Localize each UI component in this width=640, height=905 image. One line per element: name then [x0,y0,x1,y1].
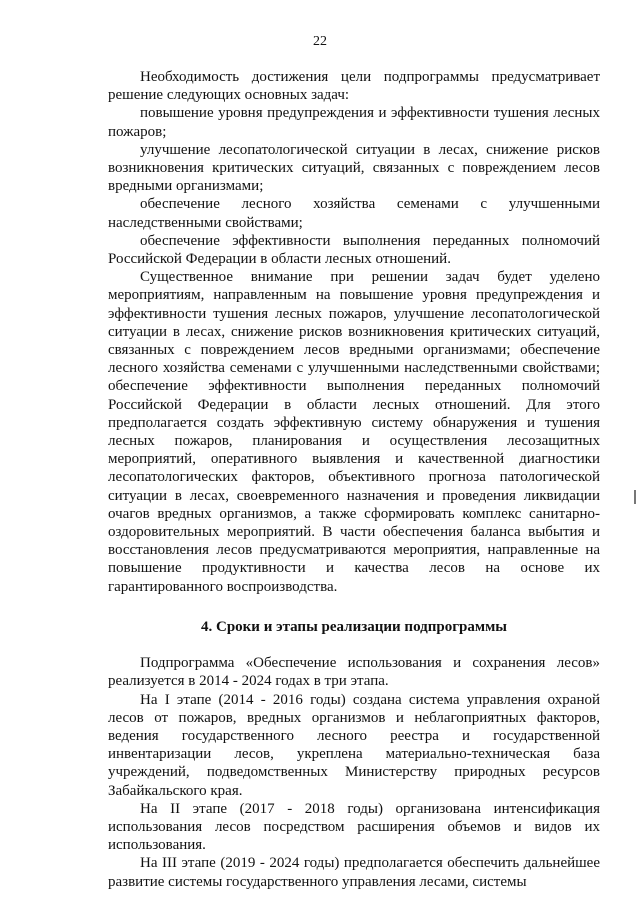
document-body [108,68,600,891]
paragraph-stage-1: На I этапе (2014 - 2016 годы) создана система управления охраной лесов от пожаров, вредных организмов и неблагоприятных факторов, ведения государственного лесного реестра и государственной инвентаризации лесов, укреплена материально-техническая база учреждений, подведомственных Министерству природных ресурсов Забайкальского края. [108,691,600,799]
page-number: 22 [313,34,327,49]
paragraph-goal-intro: Необходимость достижения цели подпрограммы предусматривает решение следующих основных задач: [108,69,600,104]
paragraph-stage-3: На III этапе (2019 - 2024 годы) предполагается обеспечить дальнейшее развитие системы государственного управления лесами, системы [108,855,600,890]
paragraph-task-seeds: обеспечение лесного хозяйства семенами с улучшенными наследственными свойствами; [108,196,600,231]
section-heading: 4. Сроки и этапы реализации подпрограммы [200,618,508,635]
paragraph-task-pathology: улучшение лесопатологической ситуации в лесах, снижение рисков возникновения критических ситуаций, связанных с повреждением лесов вредными организмами; [108,141,600,195]
paragraph-attention: Существенное внимание при решении задач будет уделено мероприятиям, направленным на повышение уровня предупреждения и эффективности тушения лесных пожаров, улучшение лесопатологической ситуации в лесах, снижение рисков возникновения критических ситуаций, связанных с повреждением лесов вредными организмами; обеспечение лесного хозяйства семенами с улучшенными наследственными свойствами; обеспечение эффективности выполнения переданных полномочий Российской Федерации в области лесных отношений. Для этого предполагается создать эффективную систему обнаружения и тушения лесных пожаров, планирования и осуществления лесозащитных мероприятий, оперативного выявления и качественной диагностики лесопатологических факторов, объективного прогноза патологической ситуации в лесах, своевременного назначения и проведения ликвидации очагов вредных организмов, а также сформировать комплекс санитарно-оздоровительных мероприятий. В части обеспечения баланса выбытия и восстановления лесов предусматриваются мероприятия, направленные на повышение продуктивности и качества лесов на основе их гарантированного воспроизводства. [108,269,600,595]
paragraph-task-fire: повышение уровня предупреждения и эффективности тушения лесных пожаров; [108,105,600,140]
paragraph-subprogram-period: Подпрограмма «Обеспечение использования и сохранения лесов» реализуется в 2014 - 2024 годах в три этапа. [108,655,600,690]
paragraph-task-powers: обеспечение эффективности выполнения переданных полномочий Российской Федерации в области лесных отношений. [108,232,600,268]
scan-margin-mark [634,490,636,504]
paragraph-stage-2: На II этапе (2017 - 2018 годы) организована интенсификация использования лесов посредством расширения объемов и видов их использования. [108,800,600,854]
